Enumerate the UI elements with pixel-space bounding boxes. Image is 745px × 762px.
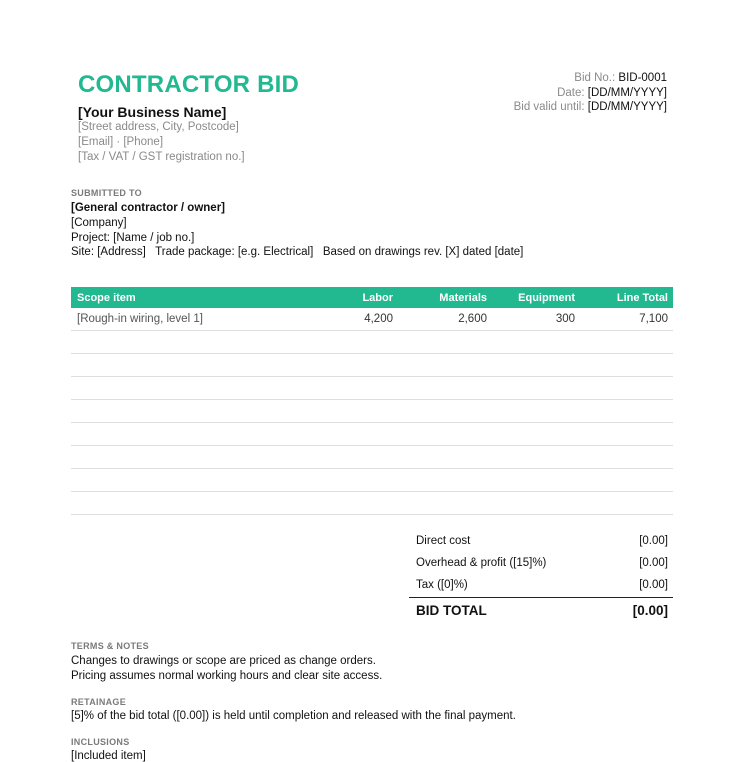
cell-scope-item: [Rough-in wiring, level 1] — [77, 313, 203, 325]
bid-number-row — [514, 71, 667, 86]
table-header — [71, 287, 673, 308]
terms-line-1: Changes to drawings or scope are priced as change orders. — [71, 655, 376, 667]
bid-number-label: Bid No.: — [574, 72, 616, 84]
col-labor: Labor — [362, 291, 393, 304]
project-line: Project: [Name / job no.] — [71, 232, 195, 244]
direct-cost-label: Direct cost — [416, 535, 471, 547]
tax-value: [0.00] — [639, 579, 668, 591]
table-row-empty — [71, 492, 673, 515]
bid-meta — [514, 71, 667, 115]
retainage-text: [5]% of the bid total ([0.00]) is held until completion and released with the final payment. — [71, 710, 516, 722]
col-scope-item: Scope item — [77, 291, 136, 304]
col-line-total: Line Total — [616, 291, 668, 304]
overhead-label: Overhead & profit ([15]%) — [416, 557, 547, 569]
terms-line-2: Pricing assumes normal working hours and clear site access. — [71, 670, 383, 682]
document-title: CONTRACTOR BID — [78, 71, 300, 98]
inclusions-label: INCLUSIONS — [71, 737, 130, 747]
business-tax-reg: [Tax / VAT / GST registration no.] — [78, 151, 245, 163]
business-name: [Your Business Name] — [78, 104, 227, 120]
table-row-empty — [71, 423, 673, 446]
table-row-empty — [71, 446, 673, 469]
table-row-empty — [71, 400, 673, 423]
bid-total-value: [0.00] — [632, 602, 668, 618]
overhead-row — [409, 552, 673, 574]
totals-block — [409, 530, 673, 622]
recipient-company: [Company] — [71, 217, 127, 229]
bid-total-row — [409, 597, 673, 622]
terms-label: TERMS & NOTES — [71, 641, 149, 651]
direct-cost-row — [409, 530, 673, 552]
table-row-empty — [71, 331, 673, 354]
retainage-label: RETAINAGE — [71, 697, 127, 707]
tax-row — [409, 574, 673, 596]
table-row-empty — [71, 469, 673, 492]
bid-valid-row — [514, 100, 667, 115]
table-row-empty — [71, 377, 673, 400]
bid-date-row — [514, 86, 667, 101]
business-contact: [Email] · [Phone] — [78, 136, 164, 148]
bid-total-label: BID TOTAL — [416, 602, 487, 618]
cell-line-total: 7,100 — [639, 313, 668, 325]
cell-labor: 4,200 — [364, 313, 393, 325]
col-materials: Materials — [439, 291, 487, 304]
overhead-value: [0.00] — [639, 557, 668, 569]
inclusions-item: [Included item] — [71, 750, 146, 762]
bid-valid-label: Bid valid until: — [513, 101, 585, 113]
bid-date-value: [DD/MM/YYYY] — [587, 86, 667, 99]
table-row — [71, 308, 673, 331]
bid-valid-value: [DD/MM/YYYY] — [587, 101, 667, 113]
submitted-to-label: SUBMITTED TO — [71, 188, 142, 198]
table-row-empty — [71, 354, 673, 377]
cell-materials: 2,600 — [458, 313, 487, 325]
cell-equipment: 300 — [555, 313, 575, 325]
tax-label: Tax ([0]%) — [416, 579, 468, 591]
bid-number-value: BID-0001 — [618, 72, 667, 84]
col-equipment: Equipment — [518, 291, 575, 304]
scope-table — [71, 287, 673, 515]
direct-cost-value: [0.00] — [639, 535, 668, 547]
site-line: Site: [Address] Trade package: [e.g. Electrical] Based on drawings rev. [X] dated [date] — [71, 246, 524, 258]
business-address: [Street address, City, Postcode] — [78, 121, 239, 133]
bid-date-label: Date: — [557, 86, 585, 99]
recipient-name: [General contractor / owner] — [71, 202, 226, 214]
